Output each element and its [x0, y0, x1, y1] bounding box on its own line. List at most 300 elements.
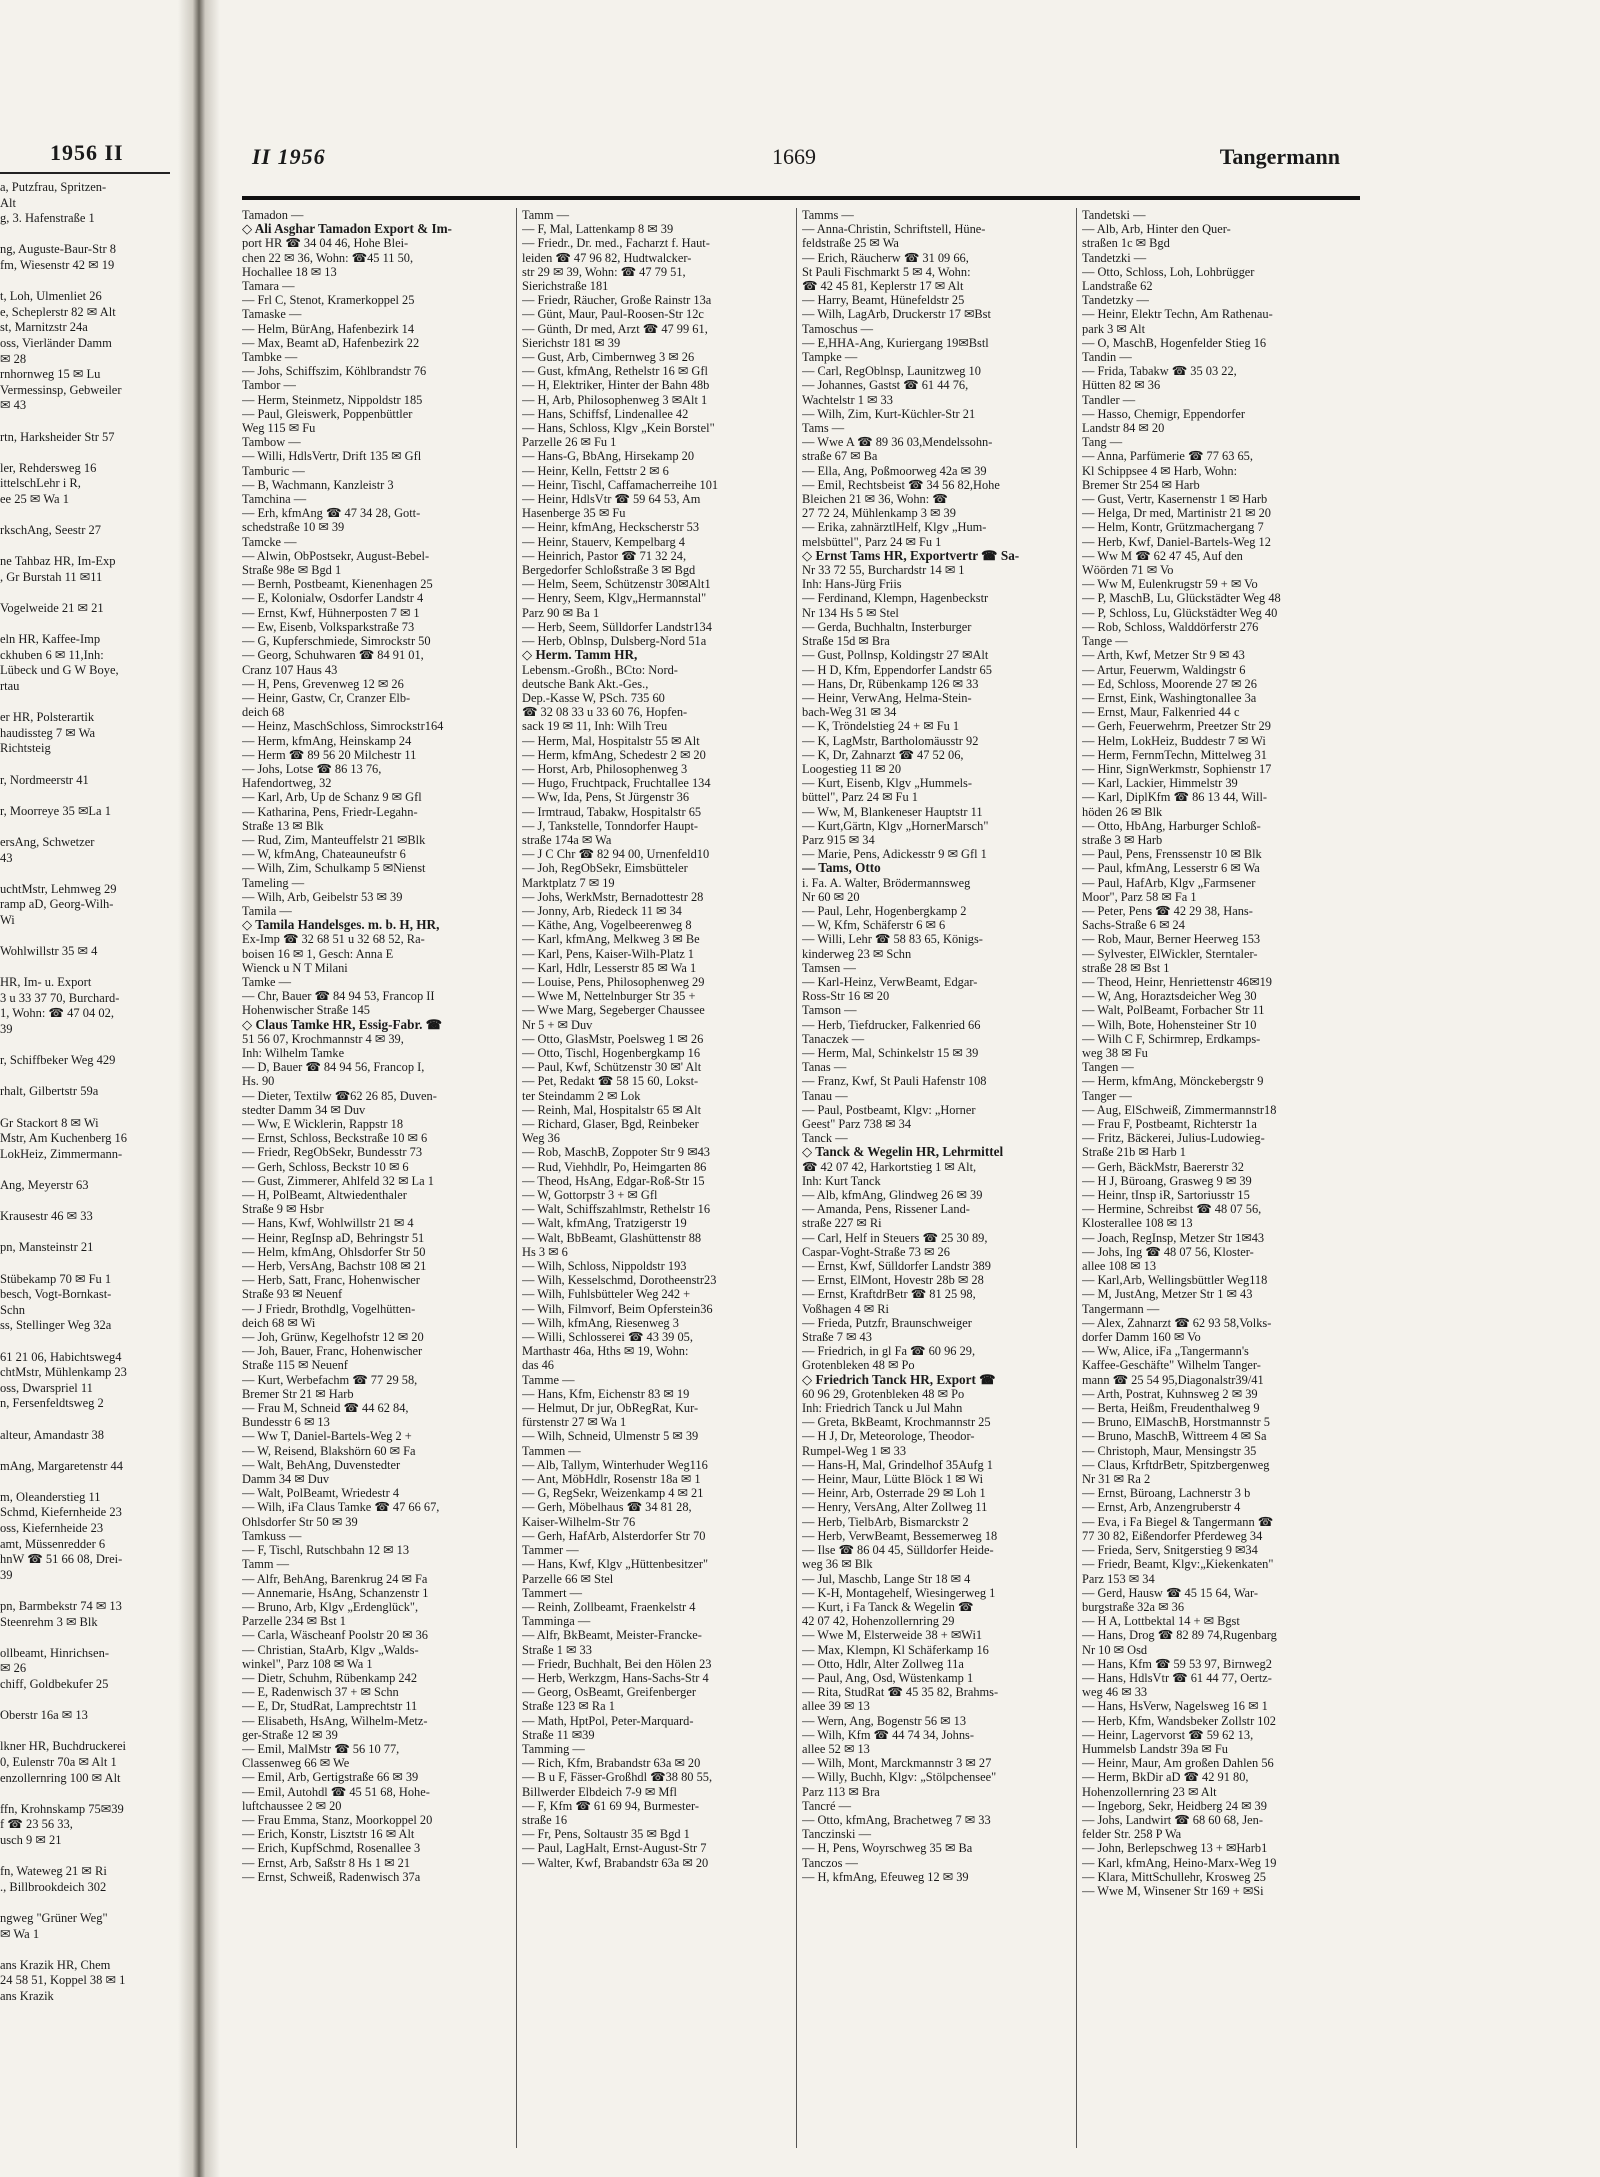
directory-entry-line: — Otto, kfmAng, Brachetweg 7 ✉ 33 [802, 1812, 991, 1827]
directory-entry-line: ss, Stellinger Weg 32a [0, 1318, 112, 1333]
directory-entry-line: — P, MaschB, Lu, Glückstädter Weg 48 [1082, 591, 1281, 606]
directory-entry-line: Ross-Str 16 ✉ 20 [802, 989, 890, 1004]
directory-entry-line: — Alfr, BehAng, Barenkrug 24 ✉ Fa [242, 1571, 428, 1586]
directory-entry-line: ittelschLehr i R, [0, 476, 81, 491]
directory-entry-line: ersAng, Schwetzer [0, 834, 95, 849]
directory-entry-line: höden 26 ✉ Blk [1082, 804, 1163, 819]
directory-entry-line: — Theod, Heinr, Henriettenstr 46✉19 [1082, 974, 1272, 989]
surname-heading: Tamadon — [242, 208, 304, 222]
directory-entry-line: 24 58 51, Koppel 38 ✉ 1 [0, 1973, 126, 1988]
directory-entry-line: — Bruno, MaschB, Wittreem 4 ✉ Sa [1082, 1429, 1267, 1444]
directory-entry-line: — Johs, Landwirt ☎ 68 60 68, Jen- [1082, 1812, 1263, 1827]
directory-entry-line: — Ww T, Daniel-Bartels-Weg 2 + [242, 1429, 412, 1444]
directory-entry-line: — Herb, VerwBeamt, Bessemerweg 18 [802, 1528, 998, 1543]
directory-entry-line: Inh: Wilhelm Tamke [242, 1045, 345, 1060]
surname-heading: Tamminga — [522, 1614, 591, 1629]
directory-entry-line: — Paul, Lehr, Hogenbergkamp 2 [802, 903, 967, 918]
directory-entry-line: — Walt, Schiffszahlmstr, Rethelstr 16 [522, 1202, 711, 1217]
directory-entry-line: mann ☎ 25 54 95,Diagonalstr39/41 [1082, 1372, 1264, 1387]
directory-entry-line: — Herb, VersAng, Bachstr 108 ✉ 21 [242, 1259, 427, 1274]
directory-entry-line [0, 1162, 176, 1178]
directory-entry-line: Schmd, Kiefernheide 23 [0, 1505, 122, 1520]
directory-entry-line: — B u F, Fässer-Großhdl ☎38 80 55, [522, 1770, 713, 1785]
directory-entry-line: — W, Reisend, Blakshörn 60 ✉ Fa [242, 1443, 416, 1458]
directory-entry-line: — Anna-Christin, Schriftstell, Hüne- [802, 222, 986, 237]
directory-entry-line: — Herm, kfmAng, Schedestr 2 ✉ 20 [522, 747, 706, 762]
directory-entry-line: mAng, Margaretenstr 44 [0, 1458, 124, 1473]
directory-entry-line: — Paul, LagHalt, Ernst-August-Str 7 [522, 1841, 707, 1856]
directory-entry-line [0, 1225, 176, 1241]
surname-heading: Tamaske — [242, 307, 302, 322]
directory-entry-line: — Henry, Seem, Klgv„Hermannstal" [522, 591, 707, 606]
directory-entry-line: — Emil, MalMstr ☎ 56 10 77, [242, 1741, 400, 1756]
directory-entry-line: Weg 36 [522, 1131, 560, 1146]
directory-entry-line: allee 108 ✉ 13 [1082, 1259, 1157, 1274]
surname-heading: Tamm — [242, 1557, 289, 1572]
directory-entry-line: Straße 98e ✉ Bgd 1 [242, 563, 342, 578]
directory-entry-line: — H, Pens, Woyrschweg 35 ✉ Ba [802, 1841, 973, 1856]
directory-entry-line: hnW ☎ 51 66 08, Drei- [0, 1552, 123, 1567]
directory-entry-line: — Gerh, HafArb, Alsterdorfer Str 70 [522, 1528, 706, 1543]
directory-entry-line: pn, Mansteinstr 21 [0, 1240, 94, 1255]
directory-entry-line: — P, Schloss, Lu, Glückstädter Weg 40 [1082, 605, 1278, 620]
directory-entry-line: — Emil, Autohdl ☎ 45 51 68, Hohe- [242, 1784, 430, 1799]
directory-entry-line: — Dietr, Schuhm, Rübenkamp 242 [242, 1670, 418, 1685]
directory-entry-line: — Gerh, BäckMstr, Baererstr 32 [1082, 1159, 1244, 1174]
directory-entry-line: — Ww M, Eulenkrugstr 59 + ✉ Vo [1082, 577, 1258, 592]
directory-entry-line: a, Putzfrau, Spritzen- [0, 180, 107, 194]
surname-heading: Tamila — [242, 903, 292, 918]
directory-entry-line: — Ernst, Schloss, Beckstraße 10 ✉ 6 [242, 1131, 428, 1146]
directory-entry-line: 77 30 82, Eißendorfer Pferdeweg 34 [1082, 1528, 1263, 1543]
directory-entry-line: — Gerh, Feuerwehrm, Preetzer Str 29 [1082, 719, 1271, 734]
directory-entry-line: — Artur, Feuerwm, Waldingstr 6 [1082, 662, 1246, 677]
directory-entry-line: — Wilh, Kfm ☎ 44 74 34, Johns- [802, 1727, 974, 1742]
directory-entry-line: straße 28 ✉ Bst 1 [1082, 960, 1170, 975]
directory-entry-line: — Heinr, Gastw, Cr, Cranzer Elb- [242, 690, 411, 705]
directory-entry-line: — Helm, LokHeiz, Buddestr 7 ✉ Wi [1082, 733, 1266, 748]
directory-entry-line: Parz 153 ✉ 34 [1082, 1571, 1155, 1586]
directory-entry-line: ne Tahbaz HR, Im-Exp [0, 554, 116, 569]
directory-entry-line: Dep.-Kasse W, PSch. 735 60 [522, 690, 665, 705]
directory-entry-line: — Rud, Viehhdlr, Po, Heimgarten 86 [522, 1159, 707, 1174]
directory-entry-line: Rumpel-Weg 1 ✉ 33 [802, 1443, 907, 1458]
directory-entry-line: — Ww, M, Blankeneser Hauptstr 11 [802, 804, 983, 819]
directory-entry-line: — Wern, Ang, Bogenstr 56 ✉ 13 [802, 1713, 967, 1728]
directory-entry-line [0, 1474, 176, 1490]
page-header [222, 140, 1360, 176]
directory-entry-line: — Karl, DiplKfm ☎ 86 13 44, Will- [1082, 790, 1268, 805]
directory-entry-line: Wienck u N T Milani [242, 960, 348, 975]
directory-entry-line: — F, Kfm ☎ 61 69 94, Burmester- [522, 1798, 699, 1813]
directory-entry-line: — Herm, BkDir aD ☎ 42 91 80, [1082, 1770, 1249, 1785]
directory-entry-line: allee 52 ✉ 13 [802, 1741, 870, 1756]
directory-entry-line [0, 819, 176, 835]
directory-entry-line: — Gerda, Buchhaltn, Insterburger [802, 619, 972, 634]
directory-entry-line: — Heinr, RegInsp aD, Behringstr 51 [242, 1230, 425, 1245]
directory-entry-line: oss, Vierländer Damm [0, 335, 112, 350]
directory-entry-line: Vogelweide 21 ✉ 21 [0, 601, 104, 616]
directory-entry-line: — Paul, Kwf, Schützenstr 30 ✉' Alt [522, 1060, 702, 1075]
directory-entry-line: stedter Damm 34 ✉ Duv [242, 1102, 366, 1117]
directory-entry-line: — Friedr, Buchhalt, Bei den Hölen 23 [522, 1656, 712, 1671]
directory-entry-line: — Ella, Ang, Poßmoorweg 42a ✉ 39 [802, 463, 987, 478]
directory-entry-line: — Alfr, BkBeamt, Meister-Francke- [522, 1628, 702, 1643]
directory-entry-line: — Wwe M, Winsener Str 169 + ✉Si [1082, 1883, 1264, 1898]
directory-entry-line: — Ant, MöbHdlr, Rosenstr 18a ✉ 1 [522, 1472, 701, 1487]
running-head: Tangermann [1219, 144, 1340, 169]
directory-entry-line: — Paul, Pens, Frenssenstr 10 ✉ Blk [1082, 847, 1262, 862]
directory-entry-line: — Kurt, Werbefachm ☎ 77 29 58, [242, 1372, 418, 1387]
directory-entry-line: ☎ 42 45 81, Keplerstr 17 ✉ Alt [802, 279, 964, 294]
directory-entry-line: deich 68 [242, 705, 285, 720]
directory-entry-line: straße 227 ✉ Ri [802, 1216, 882, 1231]
directory-entry-line [0, 1412, 176, 1428]
directory-entry-line [0, 585, 176, 601]
directory-entry-line: m, Oleanderstieg 11 [0, 1489, 101, 1504]
directory-entry-line: felder Str. 258 P Wa [1082, 1827, 1182, 1842]
directory-entry-line: — Harry, Beamt, Hünefeldstr 25 [802, 293, 965, 308]
surname-heading: Tanaczek — [802, 1031, 865, 1046]
directory-entry-line: — Herm, FernmTechn, Mittelweg 31 [1082, 747, 1267, 762]
directory-entry-line: — Heinrich, Pastor ☎ 71 32 24, [522, 548, 687, 563]
directory-entry-line: ans Krazik [0, 1988, 54, 2003]
directory-entry-line: Cranz 107 Haus 43 [242, 662, 338, 677]
directory-entry-line: — Hugo, Fruchtpack, Fruchtallee 134 [522, 776, 711, 791]
directory-entry-line: Geest" Parz 738 ✉ 34 [802, 1117, 912, 1131]
directory-entry-line: — Reinh, Zollbeamt, Fraenkelstr 4 [522, 1599, 696, 1614]
directory-entry-line: — Heinr, Maur, Am großen Dahlen 56 [1082, 1756, 1274, 1771]
directory-entry-line: — Anna, Parfümerie ☎ 77 63 65, [1082, 449, 1253, 464]
directory-entry-line: — Hans, Kwf, Wohlwillstr 21 ✉ 4 [242, 1216, 414, 1231]
directory-entry-line: g, 3. Hafenstraße 1 [0, 211, 95, 226]
directory-entry-line: — Irmtraud, Tabakw, Hospitalstr 65 [522, 804, 702, 819]
surname-heading: Tange — [1082, 634, 1128, 649]
directory-entry-line: — E, Dr, StudRat, Lamprechtstr 11 [242, 1699, 418, 1714]
directory-entry-line: i. Fa. A. Walter, Brödermannsweg [802, 875, 971, 890]
directory-entry-line: Straße 9 ✉ Hsbr [242, 1202, 324, 1217]
directory-entry-line: Straße 93 ✉ Neuenf [242, 1287, 343, 1302]
directory-entry-line: — Chr, Bauer ☎ 84 94 53, Francop II [242, 989, 435, 1004]
directory-entry-line: — Helm, Kontr, Grützmachergang 7 [1082, 520, 1264, 535]
directory-entry-line: — Wilh, Schneid, Ulmenstr 5 ✉ 39 [522, 1429, 699, 1444]
directory-entry-line: — E, Radenwisch 37 + ✉ Schn [242, 1685, 399, 1700]
directory-entry-line [0, 617, 176, 633]
directory-entry-line: Bremer Str 21 ✉ Harb [242, 1386, 354, 1401]
directory-entry-line: — Wilh, kfmAng, Riesenweg 3 [522, 1315, 679, 1330]
directory-entry-line: ✉ 43 [0, 398, 27, 413]
directory-entry-line: — Ernst, Arb, Saßstr 8 Hs 1 ✉ 21 [242, 1855, 411, 1870]
directory-entry-line: — Katharina, Pens, Friedr-Legahn- [242, 804, 418, 819]
directory-entry-line: 27 72 24, Mühlenkamp 3 ✉ 39 [802, 506, 956, 521]
directory-entry-line: Parzelle 66 ✉ Stel [522, 1571, 614, 1586]
directory-entry-line: — Greta, BkBeamt, Krochmannstr 25 [802, 1415, 991, 1430]
directory-entry-line: Grotenbleken 48 ✉ Po [802, 1358, 915, 1373]
directory-entry-line [0, 1895, 176, 1911]
directory-entry-line: er HR, Polsterartik [0, 710, 95, 725]
directory-entry-line: — Herm, kfmAng, Mönckebergstr 9 [1082, 1074, 1264, 1089]
directory-entry-line: — Wilh, iFa Claus Tamke ☎ 47 66 67, [242, 1500, 440, 1515]
directory-entry-line [0, 1334, 176, 1350]
directory-entry-line [0, 445, 176, 461]
directory-entry-line: — Willy, Buchh, Klgv: „Stölpchensee" [802, 1770, 997, 1785]
directory-entry-line: — Walt, BehAng, Duvenstedter [242, 1457, 401, 1472]
directory-entry-line: Ohlsdorfer Str 50 ✉ 39 [242, 1514, 358, 1529]
directory-entry-line: — Wilh, LagArb, Druckerstr 17 ✉Bst [802, 307, 991, 322]
directory-entry-line: — Henry, VersAng, Alter Zollweg 11 [802, 1500, 988, 1515]
directory-entry-line: — Ernst, Büroang, Lachnerstr 3 b [1082, 1486, 1251, 1501]
directory-entry-line: — B, Wachmann, Kanzleistr 3 [242, 477, 394, 492]
directory-entry-line: r, Moorreye 35 ✉La 1 [0, 803, 111, 818]
directory-entry-line: — Carla, Wäscheanf Poolstr 20 ✉ 36 [242, 1628, 428, 1643]
directory-entry-line: straßen 1c ✉ Bgd [1082, 236, 1170, 251]
directory-entry-line: Straße 1 ✉ 33 [522, 1642, 592, 1657]
directory-entry-line: — Ww, Alice, iFa „Tangermann's [1082, 1344, 1249, 1359]
directory-entry-line [0, 757, 176, 773]
surname-heading: Tandetzky — [1082, 293, 1149, 308]
directory-entry-line: Oberstr 16a ✉ 13 [0, 1708, 88, 1723]
surname-heading: Tams — [802, 421, 845, 436]
directory-entry-line: — Karl, Hdlr, Lesserstr 85 ✉ Wa 1 [522, 960, 697, 975]
directory-entry-line: Kaiser-Wilhelm-Str 76 [522, 1514, 636, 1529]
directory-entry-line: — Ernst, ElMont, Hovestr 28b ✉ 28 [802, 1273, 984, 1288]
directory-entry-line [0, 1583, 176, 1599]
surname-heading: Tammert — [522, 1585, 583, 1600]
directory-entry-line: — Amanda, Pens, Rissener Land- [802, 1202, 970, 1217]
surname-heading: Tamm — [522, 208, 569, 222]
directory-entry-line: Richtsteig [0, 741, 51, 756]
directory-entry-line: Parz 915 ✉ 34 [802, 832, 875, 847]
directory-entry-line [0, 1443, 176, 1459]
directory-entry-line: deutsche Bank Akt.-Ges., [522, 676, 649, 691]
surname-heading: Tameling — [242, 875, 305, 890]
directory-entry-line: amt, Müssenredder 6 [0, 1536, 106, 1551]
directory-entry-line: — Christian, StaArb, Klgv „Walds- [242, 1642, 419, 1657]
directory-entry-line: Straße 15d ✉ Bra [802, 634, 890, 649]
directory-entry-line: — Heinz, MaschSchloss, Simrockstr164 [242, 719, 444, 734]
directory-entry-line: Marktplatz 7 ✉ 19 [522, 875, 615, 890]
directory-entry-line: ☎ 42 07 42, Harkortstieg 1 ✉ Alt, [802, 1159, 977, 1174]
directory-entry-line: büttel", Parz 24 ✉ Fu 1 [802, 790, 918, 805]
surname-heading: Tanau — [802, 1088, 848, 1103]
directory-entry-line: — Karl, Arb, Up de Schanz 9 ✉ Gfl [242, 790, 422, 805]
directory-entry-line: — Christoph, Maur, Mensingstr 35 [1082, 1443, 1257, 1458]
directory-entry-line: — Heinr, Maur, Lütte Blöck 1 ✉ Wi [802, 1472, 984, 1487]
directory-entry-line: — Karl, Lackier, Himmelstr 39 [1082, 776, 1238, 791]
surname-heading: Tanczinski — [802, 1827, 871, 1842]
directory-entry-line: boisen 16 ✉ 1, Gesch: Anna E [242, 946, 394, 961]
directory-entry-line: — Walt, kfmAng, Tratzigerstr 19 [522, 1216, 687, 1231]
directory-entry-line: — Wilh, Arb, Geibelstr 53 ✉ 39 [242, 889, 403, 904]
directory-column-4 [1082, 208, 1368, 2148]
directory-entry-line: — Claus, KrftdrBetr, Spitzbergenweg [1082, 1457, 1270, 1472]
surname-heading: Tamkuss — [242, 1528, 302, 1543]
directory-entry-line: — Ernst, Arb, Anzengruberstr 4 [1082, 1500, 1241, 1515]
directory-entry-line: Loogestieg 11 ✉ 20 [802, 761, 902, 776]
surname-heading: Tammer — [522, 1543, 579, 1558]
directory-entry-line: usch 9 ✉ 21 [0, 1832, 62, 1847]
directory-entry-line [0, 1069, 176, 1085]
directory-entry-line: — Johs, Lotse ☎ 86 13 76, [242, 761, 382, 776]
directory-entry-line: — Günth, Dr med, Arzt ☎ 47 99 61, [522, 321, 708, 336]
directory-entry-line: — M, JustAng, Metzer Str 1 ✉ 43 [1082, 1287, 1253, 1302]
directory-entry-line: Gr Stackort 8 ✉ Wi [0, 1115, 99, 1130]
directory-entry-line: sack 19 ✉ 11, Inh: Wilh Treu [522, 719, 668, 734]
surname-heading: Tamchina — [242, 492, 307, 507]
directory-entry-line: — Marie, Pens, Adickesstr 9 ✉ Gfl 1 [802, 847, 987, 862]
directory-entry-line: r, Nordmeerstr 41 [0, 772, 89, 787]
directory-entry-line: St Pauli Fischmarkt 5 ✉ 4, Wohn: [802, 264, 971, 279]
directory-entry-line: — Karl, kfmAng, Melkweg 3 ✉ Be [522, 932, 700, 947]
directory-entry-line: chen 22 ✉ 36, Wohn: ☎45 11 50, [242, 250, 414, 265]
directory-entry-line: — Karl, Pens, Kaiser-Wilh-Platz 1 [522, 946, 694, 961]
directory-entry-line: Lebensm.-Großh., BCto: Nord- [522, 662, 678, 677]
directory-entry-line: — Otto, HbAng, Harburger Schloß- [1082, 818, 1261, 833]
directory-entry-line: n, Fersenfeldtsweg 2 [0, 1396, 104, 1411]
directory-entry-line: — Gust, Pollnsp, Koldingstr 27 ✉Alt [802, 648, 989, 663]
directory-entry-line: — K, Tröndelstieg 24 + ✉ Fu 1 [802, 719, 960, 734]
directory-entry-line: — H, PolBeamt, Altwiedenthaler [242, 1188, 407, 1203]
directory-entry-line: — Hans, Kfm ☎ 59 53 97, Birnweg2 [1082, 1656, 1272, 1671]
directory-entry-line: — F, Tischl, Rutschbahn 12 ✉ 13 [242, 1543, 410, 1558]
directory-entry-line: — Helm, Seem, Schützenstr 30✉Alt1 [522, 577, 711, 592]
directory-entry-line [0, 960, 176, 976]
directory-entry-line: ◇ Friedrich Tanck HR, Export ☎ [802, 1372, 996, 1387]
directory-entry-line: — Fr, Pens, Soltaustr 35 ✉ Bgd 1 [522, 1827, 690, 1842]
directory-entry-line: — Günt, Maur, Paul-Roosen-Str 12c [522, 307, 704, 322]
surname-heading: Tamsen — [802, 960, 856, 975]
directory-entry-line: — Willi, HdlsVertr, Drift 135 ✉ Gfl [242, 449, 422, 464]
directory-entry-line: — Emil, Rechtsbeist ☎ 34 56 82,Hohe [802, 477, 1000, 492]
directory-entry-line: — O, MaschB, Hogenfelder Stieg 16 [1082, 335, 1267, 350]
directory-entry-line [0, 1630, 176, 1646]
directory-entry-line: ngweg "Grüner Weg" [0, 1910, 108, 1925]
directory-entry-line: Nr 31 ✉ Ra 2 [1082, 1472, 1151, 1487]
directory-entry-line: — Eva, i Fa Biegel & Tangermann ☎ [1082, 1514, 1274, 1529]
directory-entry-line: — Paul, Gleiswerk, Poppenbüttler [242, 406, 413, 421]
surname-heading: Tamburic — [242, 463, 305, 478]
directory-entry-line: — Alb, Arb, Hinter den Quer- [1082, 222, 1231, 237]
directory-entry-line: ◇ Tanck & Wegelin HR, Lehrmittel [802, 1145, 1004, 1160]
directory-entry-line: — Paul, kfmAng, Lesserstr 6 ✉ Wa [1082, 861, 1260, 876]
directory-entry-line: haudissteg 7 ✉ Wa [0, 725, 95, 740]
directory-entry-line [0, 929, 176, 945]
directory-entry-line: Ex-Imp ☎ 32 68 51 u 32 68 52, Ra- [242, 932, 425, 947]
directory-entry-line: straße 3 ✉ Harb [1082, 832, 1163, 847]
directory-entry-line: ramp aD, Georg-Wilh- [0, 897, 114, 912]
directory-entry-line: — Herm, Steinmetz, Nippoldstr 185 [242, 392, 423, 407]
directory-entry-line: — Herb, Oblnsp, Dulsberg-Nord 51a [522, 634, 707, 649]
directory-entry-line: Caspar-Voght-Straße 73 ✉ 26 [802, 1244, 950, 1259]
directory-entry-line: Hochallee 18 ✉ 13 [242, 264, 337, 279]
directory-entry-line: — G, RegSekr, Weizenkamp 4 ✉ 21 [522, 1486, 704, 1501]
directory-entry-line: — Helm, BürAng, Hafenbezirk 14 [242, 321, 415, 336]
directory-entry-line: — Erich, KupfSchmd, Rosenallee 3 [242, 1841, 421, 1856]
directory-entry-line: Wohlwillstr 35 ✉ 4 [0, 944, 98, 959]
directory-entry-line: f ☎ 23 56 33, [0, 1817, 73, 1832]
directory-entry-line: pn, Barmbekstr 74 ✉ 13 [0, 1599, 122, 1614]
directory-entry-line: Bergedorfer Schloßstraße 3 ✉ Bgd [522, 563, 696, 578]
directory-entry-line: Straße 7 ✉ 43 [802, 1330, 872, 1345]
directory-entry-line [0, 1849, 176, 1865]
directory-entry-line: Nr 134 Hs 5 ✉ Stel [802, 605, 899, 620]
directory-entry-line: ◇ Claus Tamke HR, Essig-Fabr. ☎ [242, 1017, 443, 1032]
directory-entry-line: Straße 123 ✉ Ra 1 [522, 1699, 615, 1714]
directory-entry-line: ng, Auguste-Baur-Str 8 [0, 242, 117, 257]
directory-entry-line: — F, Mal, Lattenkamp 8 ✉ 39 [522, 222, 674, 237]
directory-entry-line: lkner HR, Buchdruckerei [0, 1739, 127, 1754]
directory-entry-line: weg 38 ✉ Fu [1082, 1045, 1148, 1060]
directory-entry-line: Hohenwischer Straße 145 [242, 1003, 371, 1018]
directory-entry-line: burgstraße 32a ✉ 36 [1082, 1599, 1185, 1614]
directory-entry-line: Wi [0, 912, 15, 927]
directory-entry-line: Voßhagen 4 ✉ Ri [802, 1301, 889, 1316]
directory-entry-line: — Gust, Vertr, Kasernenstr 1 ✉ Harb [1082, 492, 1268, 507]
directory-entry-line: — Gust, kfmAng, Rethelstr 16 ✉ Gfl [522, 364, 708, 379]
surname-heading: Tangen — [1082, 1060, 1134, 1075]
directory-entry-line: — H A, Lottbektal 14 + ✉ Bgst [1082, 1614, 1240, 1629]
directory-entry-line: allee 39 ✉ 13 [802, 1699, 870, 1714]
directory-entry-line: — Wwe M, Nettelnburger Str 35 + [522, 989, 696, 1004]
directory-entry-line: — Herm ☎ 89 56 20 Milchestr 11 [242, 747, 417, 762]
directory-entry-line: — H, Arb, Philosophenweg 3 ✉Alt 1 [522, 392, 708, 407]
directory-entry-line: — Wilh C F, Schirmrep, Erdkamps- [1082, 1031, 1261, 1046]
surname-heading: Tangermann — [1082, 1301, 1160, 1316]
directory-column-2 [522, 208, 808, 2148]
directory-entry-line: — Ernst, Eink, Washingtonallee 3a [1082, 690, 1257, 705]
directory-entry-line: — Alb, Tallym, Winterhuder Weg116 [522, 1457, 708, 1472]
directory-entry-line: Hütten 82 ✉ 36 [1082, 378, 1161, 393]
directory-entry-line: 3 u 33 37 70, Burchard- [0, 990, 120, 1005]
directory-entry-line: — Paul, HafArb, Klgv „Farmsener [1082, 875, 1256, 890]
directory-entry-line: 0, Eulenstr 70a ✉ Alt 1 [0, 1754, 117, 1769]
directory-entry-line: Stübekamp 70 ✉ Fu 1 [0, 1271, 112, 1286]
directory-entry-line: — Ernst, KraftdrBetr ☎ 81 25 98, [802, 1287, 976, 1302]
directory-entry-line: — Wilh, Schloss, Nippoldstr 193 [522, 1259, 687, 1274]
directory-entry-line: — Jonny, Arb, Riedeck 11 ✉ 34 [522, 903, 682, 918]
directory-entry-line: 60 96 29, Grotenbleken 48 ✉ Po [802, 1386, 965, 1401]
directory-entry-line: Nr 5 + ✉ Duv [522, 1017, 593, 1032]
directory-entry-line: Inh: Kurt Tanck [802, 1173, 881, 1188]
directory-entry-line [0, 227, 176, 243]
directory-entry-line: Weg 115 ✉ Fu [242, 421, 316, 436]
directory-entry-line: — H J, Dr, Meteorologe, Theodor- [802, 1429, 975, 1444]
directory-entry-line: ler, Rehdersweg 16 [0, 460, 97, 475]
directory-entry-line: feldstraße 25 ✉ Wa [802, 236, 899, 251]
directory-column-3 [802, 208, 1088, 2148]
directory-entry-line [0, 1100, 176, 1116]
column-divider [516, 208, 517, 2148]
surname-heading: Tamson — [802, 1003, 857, 1018]
directory-entry-line: — Rob, MaschB, Zoppoter Str 9 ✉43 [522, 1145, 710, 1160]
page-number: 1669 [772, 144, 816, 169]
directory-entry-line: Damm 34 ✉ Duv [242, 1472, 330, 1487]
directory-entry-line: — Herb, TielbArb, Bismarckstr 2 [802, 1514, 969, 1529]
directory-entry-line: Straße 115 ✉ Neuenf [242, 1358, 348, 1373]
surname-heading: Tang — [1082, 435, 1123, 450]
directory-entry-line: kinderweg 23 ✉ Schn [802, 946, 912, 961]
directory-entry-line: — Fritz, Bäckerei, Julius-Ludowieg- [1082, 1131, 1265, 1146]
surname-heading: Tamming — [522, 1741, 585, 1756]
surname-heading: Tambke — [242, 350, 298, 365]
directory-entry-line: ans Krazik HR, Chem [0, 1957, 111, 1972]
directory-entry-line [0, 1724, 176, 1740]
directory-entry-line: — J, Tankstelle, Tonndorfer Haupt- [522, 818, 699, 833]
directory-entry-line: — E,HHA-Ang, Kuriergang 19✉Bstl [802, 335, 989, 350]
directory-entry-line: — Richard, Glaser, Bgd, Reinbeker [522, 1117, 699, 1131]
directory-entry-line: Hs 3 ✉ 6 [522, 1244, 568, 1259]
directory-entry-line: — Erh, kfmAng ☎ 47 34 28, Gott- [242, 506, 421, 521]
